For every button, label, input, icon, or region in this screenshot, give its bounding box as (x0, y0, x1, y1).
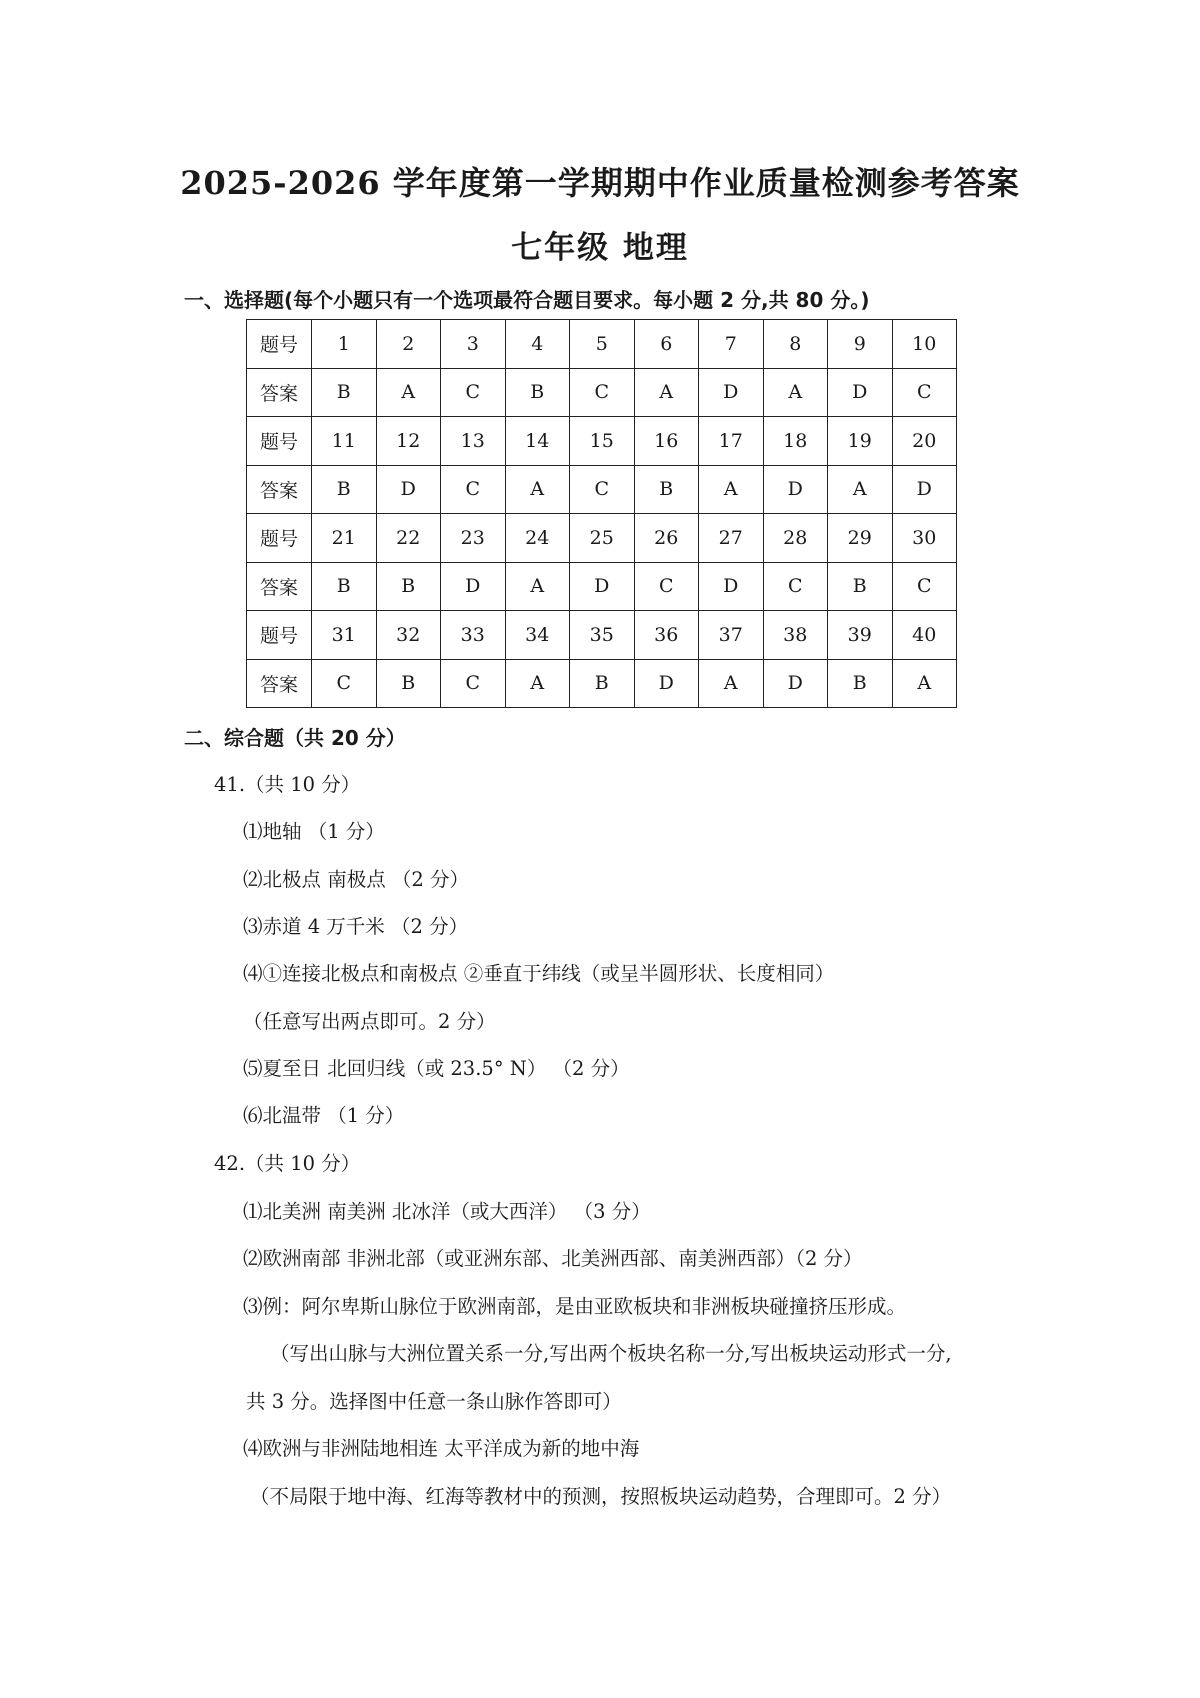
q42-header: 42.（共 10 分） (214, 1152, 361, 1175)
q41-line-6: ⑸夏至日 北回归线（或 23.5° N） （2 分） (243, 1057, 630, 1080)
answer-cell: A (376, 368, 441, 417)
answer-cell: A (699, 465, 764, 514)
answer-cell: A (634, 368, 699, 417)
question-number-cell: 5 (570, 320, 635, 369)
q41-line-7: ⑹北温带 （1 分） (243, 1104, 405, 1127)
question-number-cell: 28 (763, 514, 828, 563)
question-number-label: 题号 (247, 320, 312, 369)
question-number-cell: 25 (570, 514, 635, 563)
q42-line-6: ⑷欧洲与非洲陆地相连 太平洋成为新的地中海 (243, 1437, 640, 1460)
answer-table-num-row (247, 417, 957, 466)
document-subtitle: 七年级 地理 (511, 230, 689, 266)
question-number-cell: 21 (312, 514, 377, 563)
q41-line-5: （任意写出两点即可。2 分） (243, 1010, 496, 1033)
answer-cell: B (312, 368, 377, 417)
answer-cell: B (312, 465, 377, 514)
question-number-cell: 37 (699, 611, 764, 660)
answer-cell: C (441, 368, 506, 417)
question-number-cell: 24 (505, 514, 570, 563)
question-number-label: 题号 (247, 417, 312, 466)
answer-label: 答案 (247, 368, 312, 417)
q42-line-5: 共 3 分。选择图中任意一条山脉作答即可） (246, 1390, 622, 1413)
question-number-cell: 22 (376, 514, 441, 563)
question-number-cell: 11 (312, 417, 377, 466)
answer-cell: A (828, 465, 893, 514)
question-number-cell: 19 (828, 417, 893, 466)
question-number-cell: 10 (892, 320, 957, 369)
question-number-cell: 13 (441, 417, 506, 466)
answer-cell: C (441, 659, 506, 708)
q41-line-3: ⑶赤道 4 万千米 （2 分） (243, 915, 469, 938)
answer-cell: A (763, 368, 828, 417)
answer-cell: A (505, 659, 570, 708)
answer-cell: D (763, 659, 828, 708)
question-number-cell: 7 (699, 320, 764, 369)
answer-cell: B (828, 562, 893, 611)
question-number-cell: 2 (376, 320, 441, 369)
answer-cell: B (634, 465, 699, 514)
question-number-cell: 6 (634, 320, 699, 369)
answer-table-ans-row (247, 368, 957, 417)
answer-cell: D (441, 562, 506, 611)
q42-line-3: ⑶例：阿尔卑斯山脉位于欧洲南部，是由亚欧板块和非洲板块碰撞挤压形成。 (243, 1295, 907, 1318)
q41-line-1: ⑴地轴 （1 分） (243, 820, 385, 843)
question-number-cell: 4 (505, 320, 570, 369)
question-number-cell: 3 (441, 320, 506, 369)
question-number-cell: 20 (892, 417, 957, 466)
answer-table-num-row (247, 611, 957, 660)
question-number-cell: 9 (828, 320, 893, 369)
answer-cell: D (699, 562, 764, 611)
question-number-cell: 36 (634, 611, 699, 660)
answer-cell: C (570, 368, 635, 417)
answer-cell: C (763, 562, 828, 611)
question-number-cell: 14 (505, 417, 570, 466)
answer-table-ans-row (247, 465, 957, 514)
question-number-cell: 32 (376, 611, 441, 660)
answer-cell: A (892, 659, 957, 708)
q41-line-4: ⑷①连接北极点和南极点 ②垂直于纬线（或呈半圆形状、长度相同） (243, 962, 835, 985)
answer-cell: B (570, 659, 635, 708)
answer-cell: B (505, 368, 570, 417)
answer-label: 答案 (247, 659, 312, 708)
answer-cell: B (312, 562, 377, 611)
answer-cell: A (505, 465, 570, 514)
answer-table-num-row (247, 320, 957, 369)
question-number-cell: 17 (699, 417, 764, 466)
question-number-cell: 27 (699, 514, 764, 563)
question-number-cell: 31 (312, 611, 377, 660)
answer-cell: C (570, 465, 635, 514)
question-number-cell: 34 (505, 611, 570, 660)
question-number-cell: 29 (828, 514, 893, 563)
question-number-cell: 35 (570, 611, 635, 660)
answer-table-num-row (247, 514, 957, 563)
question-number-cell: 40 (892, 611, 957, 660)
question-number-cell: 8 (763, 320, 828, 369)
question-number-cell: 33 (441, 611, 506, 660)
question-number-cell: 16 (634, 417, 699, 466)
document-title: 2025-2026 学年度第一学期期中作业质量检测参考答案 (180, 164, 1020, 202)
question-number-cell: 30 (892, 514, 957, 563)
question-number-cell: 1 (312, 320, 377, 369)
answer-cell: D (828, 368, 893, 417)
q42-line-7: （不局限于地中海、红海等教材中的预测，按照板块运动趋势，合理即可。2 分） (250, 1485, 952, 1508)
question-number-label: 题号 (247, 611, 312, 660)
answer-table-ans-row (247, 659, 957, 708)
answer-cell: D (570, 562, 635, 611)
answer-label: 答案 (247, 465, 312, 514)
answer-cell: C (892, 562, 957, 611)
answer-cell: C (312, 659, 377, 708)
answer-cell: D (376, 465, 441, 514)
question-number-cell: 38 (763, 611, 828, 660)
answer-label: 答案 (247, 562, 312, 611)
answer-cell: D (892, 465, 957, 514)
answer-cell: C (441, 465, 506, 514)
answer-cell: C (634, 562, 699, 611)
question-number-cell: 15 (570, 417, 635, 466)
question-number-cell: 23 (441, 514, 506, 563)
answer-cell: D (634, 659, 699, 708)
q42-line-1: ⑴北美洲 南美洲 北冰洋（或大西洋） （3 分） (243, 1200, 651, 1223)
section-1-heading: 一、选择题(每个小题只有一个选项最符合题目要求。每小题 2 分,共 80 分。) (184, 288, 870, 312)
answer-table-ans-row (247, 562, 957, 611)
answer-cell: A (505, 562, 570, 611)
q42-line-4: （写出山脉与大洲位置关系一分,写出两个板块名称一分,写出板块运动形式一分, (270, 1342, 952, 1365)
question-number-cell: 26 (634, 514, 699, 563)
answer-cell: D (699, 368, 764, 417)
answer-cell: B (376, 562, 441, 611)
answer-table (246, 319, 957, 708)
question-number-cell: 12 (376, 417, 441, 466)
answer-cell: D (763, 465, 828, 514)
answer-cell: B (828, 659, 893, 708)
q42-line-2: ⑵欧洲南部 非洲北部（或亚洲东部、北美洲西部、南美洲西部）（2 分） (243, 1247, 863, 1270)
question-number-cell: 39 (828, 611, 893, 660)
question-number-cell: 18 (763, 417, 828, 466)
answer-cell: B (376, 659, 441, 708)
q41-line-2: ⑵北极点 南极点 （2 分） (243, 868, 470, 891)
section-2-heading: 二、综合题（共 20 分） (184, 726, 406, 750)
question-number-label: 题号 (247, 514, 312, 563)
answer-cell: C (892, 368, 957, 417)
answer-cell: A (699, 659, 764, 708)
q41-header: 41.（共 10 分） (214, 773, 361, 796)
